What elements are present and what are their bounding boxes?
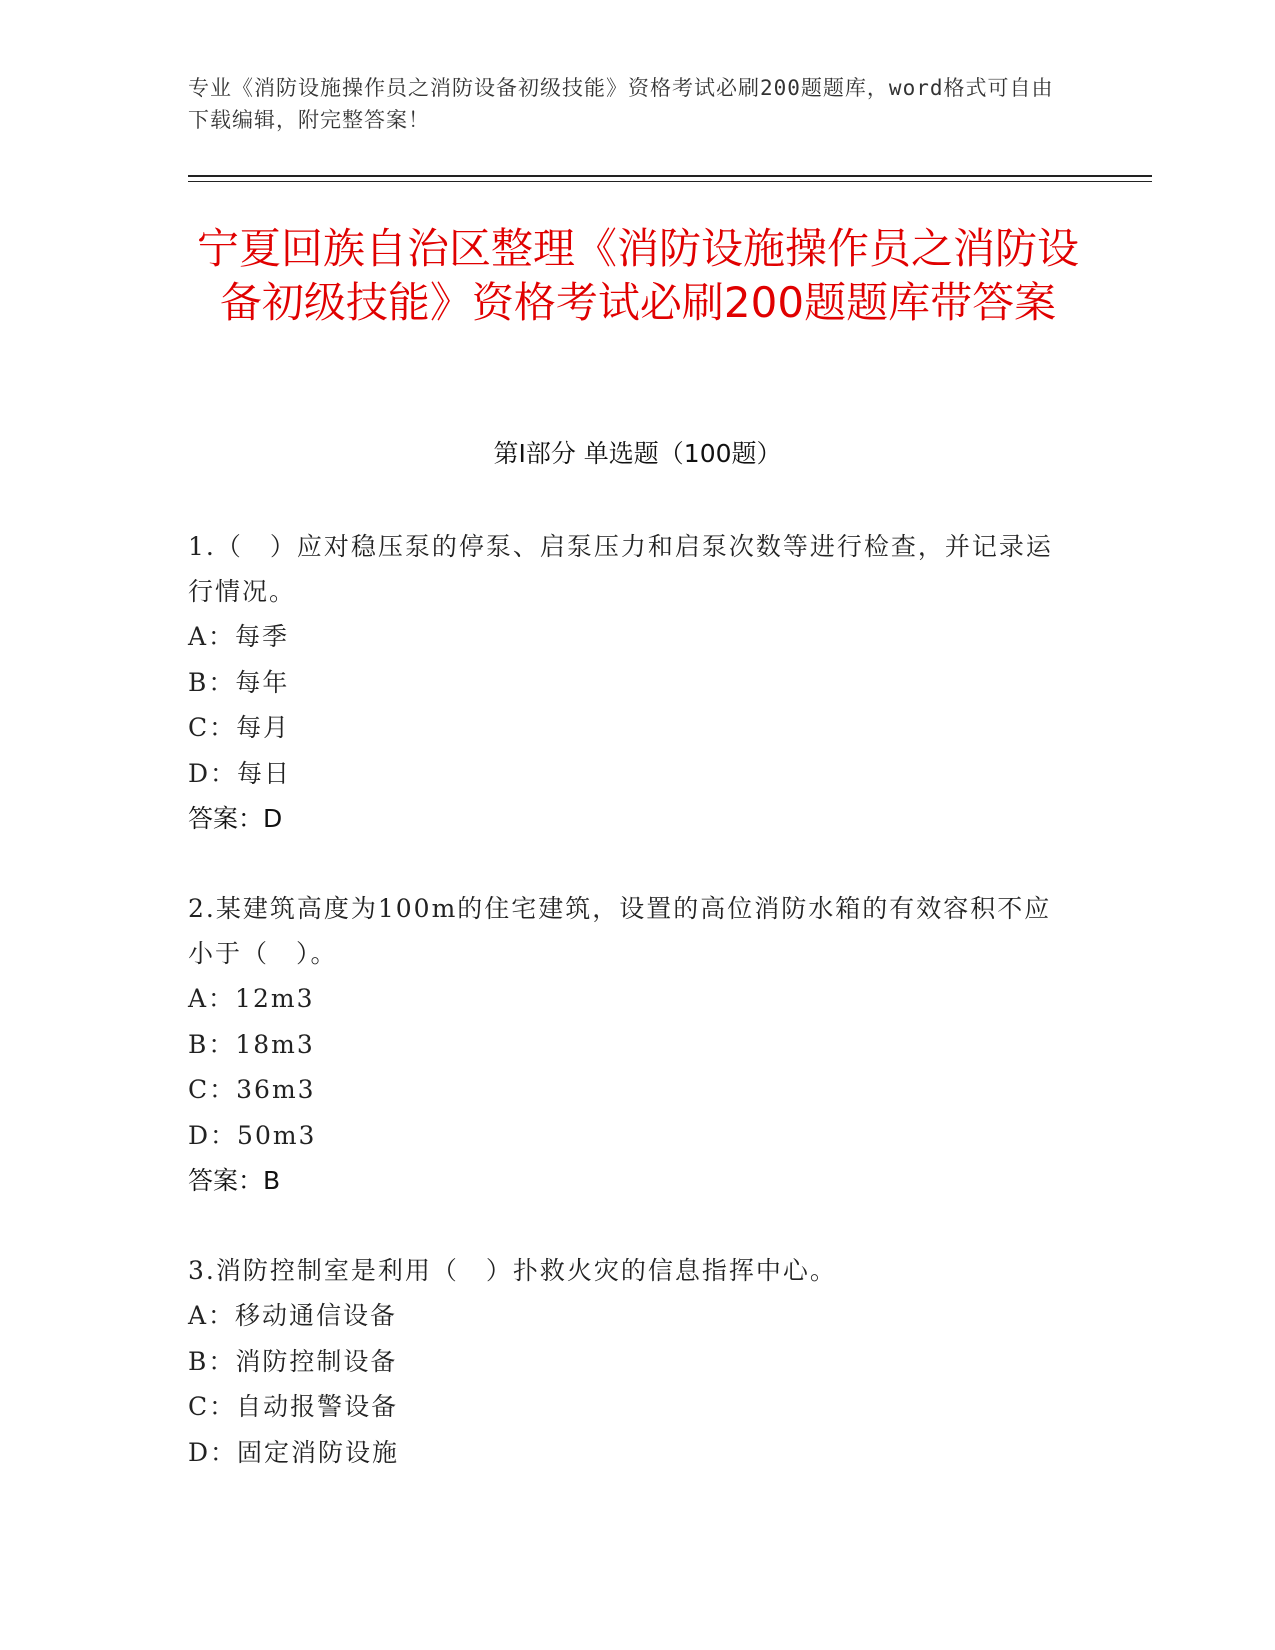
question-2 bbox=[188, 886, 1068, 1203]
option-d: D：每日 bbox=[188, 758, 292, 788]
option-b: B：18m3 bbox=[188, 1029, 315, 1059]
answer-line: 答案：B bbox=[188, 1166, 281, 1195]
option-d: D：固定消防设施 bbox=[188, 1437, 400, 1467]
option-a: A：12m3 bbox=[188, 984, 315, 1013]
option-b: B：每年 bbox=[188, 667, 290, 697]
question-list bbox=[188, 524, 1068, 1520]
section-heading: 第Ⅰ部分 单选题（100题） bbox=[493, 439, 782, 468]
header-divider-thin bbox=[188, 181, 1152, 182]
answer-line: 答案：D bbox=[188, 804, 283, 833]
option-a: A：移动通信设备 bbox=[188, 1301, 398, 1330]
option-a: A：每季 bbox=[188, 622, 290, 651]
question-3 bbox=[188, 1248, 1068, 1475]
option-d: D：50m3 bbox=[188, 1120, 317, 1150]
question-stem: 3.消防控制室是利用（ ）扑救火灾的信息指挥中心。 bbox=[188, 1256, 837, 1285]
question-stem: 2.某建筑高度为100m的住宅建筑，设置的高位消防水箱的有效容积不应小于（ ）。 bbox=[188, 894, 1052, 968]
option-c: C：36m3 bbox=[188, 1075, 316, 1104]
question-stem: 1.（ ）应对稳压泵的停泵、启泵压力和启泵次数等进行检查，并记录运行情况。 bbox=[188, 532, 1053, 606]
header-divider-thick bbox=[188, 175, 1152, 177]
option-c: C：每月 bbox=[188, 713, 291, 742]
header-note: 专业《消防设施操作员之消防设备初级技能》资格考试必刷200题题库，word格式可自由下载编辑，附完整答案！ bbox=[188, 76, 1054, 132]
option-b: B：消防控制设备 bbox=[188, 1346, 398, 1376]
document-title: 宁夏回族自治区整理《消防设施操作员之消防设备初级技能》资格考试必刷200题题库带答案 bbox=[196, 224, 1079, 327]
option-c: C：自动报警设备 bbox=[188, 1392, 399, 1421]
question-1 bbox=[188, 524, 1068, 841]
